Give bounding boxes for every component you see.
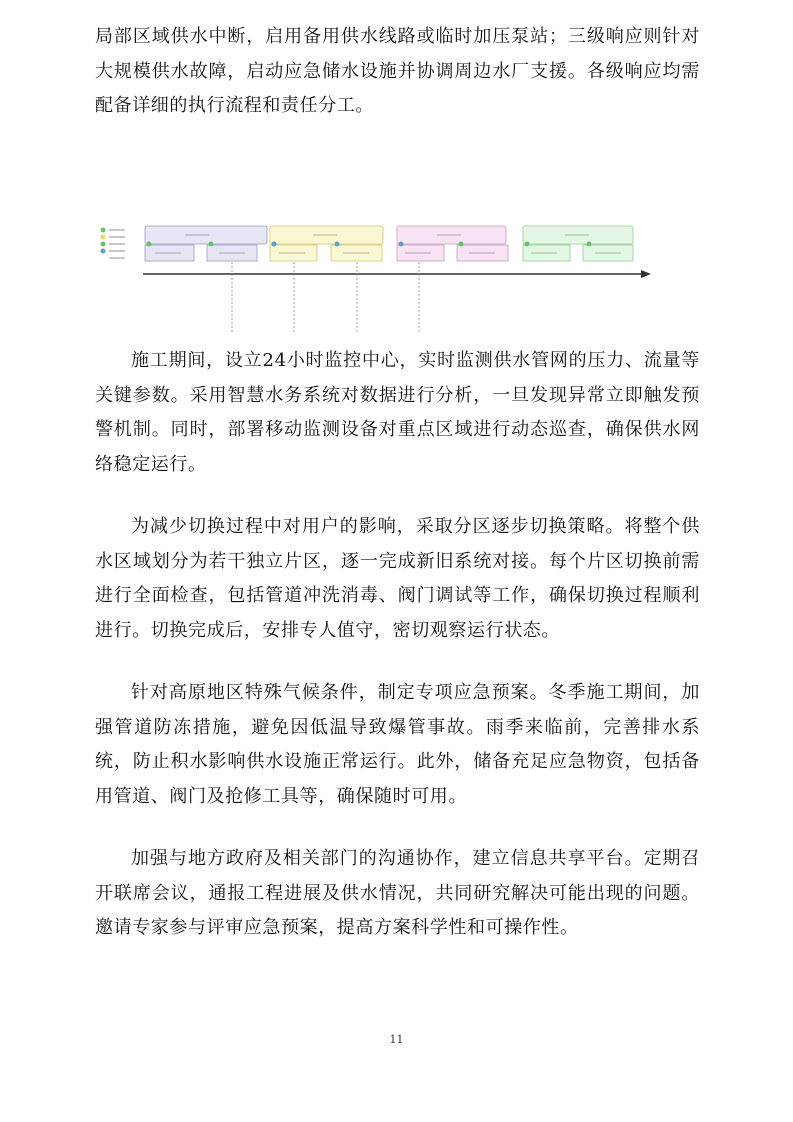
legend-dot	[101, 235, 106, 240]
timeline-phase-4	[523, 226, 633, 261]
milestone-marker	[147, 242, 152, 247]
paragraph-monitoring: 施工期间，设立24小时监控中心，实时监测供水管网的压力、流量等关键参数。采用智慧水务系统对数据进行分析，一旦发现异常立即触发预警机制。同时，部署移动监测设备对重点区域进行动态巡查，确保供水网络稳定运行。	[95, 350, 700, 475]
timeline-phase-2	[270, 226, 383, 261]
timeline-figure	[95, 218, 655, 338]
paragraph-continued: 局部区域供水中断，启用备用供水线路或临时加压泵站；三级响应则针对大规模供水故障，启动应急储水设施并协调周边水厂支援。各级响应均需配备详细的执行流程和责任分工。	[95, 26, 700, 116]
milestone-marker	[587, 242, 592, 247]
time-axis-arrow	[641, 270, 651, 278]
timeline-phase-1	[145, 226, 267, 261]
timeline-phase-3	[397, 226, 508, 261]
milestone-marker	[399, 242, 404, 247]
paragraph-switching: 为减少切换过程中对用户的影响，采取分区逐步切换策略。将整个供水区域划分为若干独立片区，逐一完成新旧系统对接。每个片区切换前需进行全面检查，包括管道冲洗消毒、阀门调试等工作，确保切换过程顺利进行。切换完成后，安排专人值守，密切观察运行状态。	[95, 516, 700, 641]
milestone-marker	[525, 242, 530, 247]
legend-dot	[101, 249, 106, 254]
milestone-marker	[335, 242, 340, 247]
page-number: 11	[389, 1033, 404, 1046]
milestone-marker	[459, 242, 464, 247]
legend-dot	[101, 228, 106, 233]
milestone-marker	[209, 242, 214, 247]
milestone-marker	[272, 242, 277, 247]
legend-dot	[101, 242, 106, 247]
figure-legend	[101, 228, 126, 259]
paragraph-climate: 针对高原地区特殊气候条件，制定专项应急预案。冬季施工期间，加强管道防冻措施，避免因低温导致爆管事故。雨季来临前，完善排水系统，防止积水影响供水设施正常运行。此外，储备充足应急物资，包括备用管道、阀门及抢修工具等，确保随时可用。	[95, 682, 700, 807]
paragraph-coordination: 加强与地方政府及相关部门的沟通协作，建立信息共享平台。定期召开联席会议，通报工程进展及供水情况，共同研究解决可能出现的问题。邀请专家参与评审应急预案，提高方案科学性和可操作性。	[95, 848, 700, 938]
